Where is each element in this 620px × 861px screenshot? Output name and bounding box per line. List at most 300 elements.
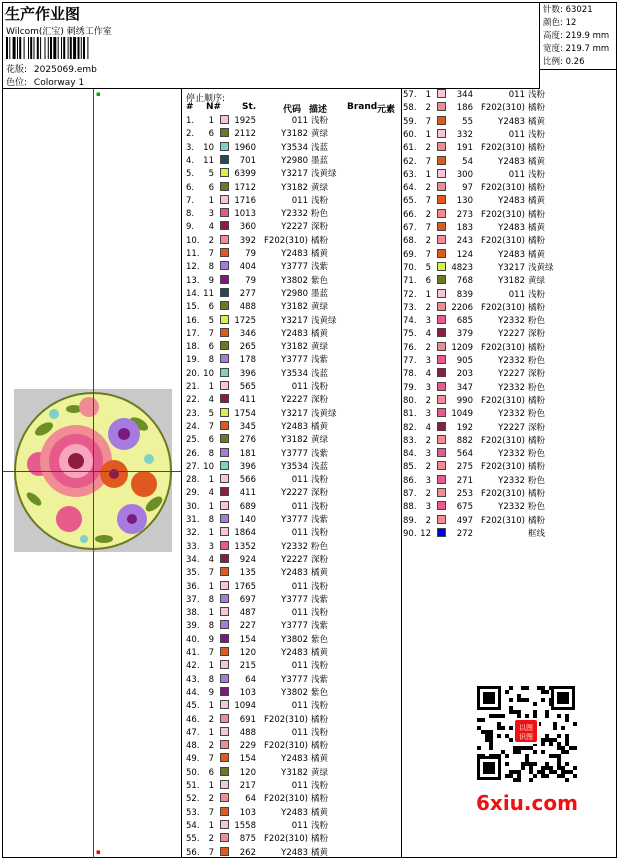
stitch-count: 1960: [234, 142, 256, 153]
color-description: 橘粉: [528, 435, 546, 446]
stitch-count: 1925: [234, 116, 256, 126]
needle-number: 12: [420, 528, 431, 539]
needle-number: 6: [425, 276, 431, 287]
thread-code: Y2227: [498, 369, 525, 380]
stitch-count: 1209: [451, 342, 473, 353]
color-swatch: [220, 487, 229, 496]
stop-row: [186, 368, 401, 381]
stop-index: 55.: [186, 834, 200, 845]
needle-number: 2: [425, 209, 431, 220]
thread-code: Y2483: [281, 328, 308, 339]
stop-row: [403, 156, 618, 169]
stop-sequence-title: 停止顺序:: [186, 94, 226, 104]
color-description: 粉色: [528, 356, 546, 366]
color-description: 浅蓝: [311, 461, 329, 472]
needle-number: 1: [208, 820, 214, 831]
stitch-count: 273: [456, 209, 473, 220]
stop-row: [186, 487, 401, 500]
color-description: 浅粉: [311, 195, 329, 206]
color-swatch: [220, 474, 229, 483]
needle-number: 2: [425, 143, 431, 154]
stop-row: [186, 753, 401, 766]
color-swatch: [220, 115, 229, 124]
stitch-count: 1352: [234, 541, 256, 552]
stop-index: 1.: [186, 116, 195, 126]
color-swatch: [220, 674, 229, 683]
needle-number: 4: [425, 422, 431, 433]
thread-code: Y3182: [281, 182, 308, 193]
color-description: 墨蓝: [311, 288, 329, 299]
thread-code: F202(310): [481, 395, 525, 406]
color-description: 黄绿: [311, 302, 329, 313]
needle-number: 3: [208, 209, 214, 220]
stop-index: 69.: [403, 249, 417, 260]
thread-code: F202(310): [481, 209, 525, 220]
color-description: 橘黄: [311, 807, 329, 818]
thread-code: F202(310): [481, 103, 525, 114]
stitch-count: 924: [239, 554, 256, 565]
thread-code: Y3777: [281, 448, 308, 459]
thread-code: 011: [508, 289, 525, 300]
needle-number: 7: [208, 568, 214, 579]
stitch-count: 120: [239, 767, 256, 778]
needle-number: 7: [208, 847, 214, 858]
stop-index: 81.: [403, 409, 417, 420]
stop-index: 56.: [186, 847, 200, 858]
stitch-count: 272: [456, 528, 473, 539]
needle-number: 1: [425, 289, 431, 300]
stop-index: 18.: [186, 342, 200, 353]
stitch-count: 1558: [234, 820, 256, 831]
stop-row: [403, 89, 618, 102]
needle-number: 7: [208, 807, 214, 818]
stop-index: 42.: [186, 661, 200, 672]
stop-index: 53.: [186, 807, 200, 818]
thread-code: Y2483: [281, 847, 308, 858]
color-swatch: [437, 262, 446, 271]
stop-row: [186, 620, 401, 633]
stop-index: 65.: [403, 196, 417, 207]
thread-code: F202(310): [264, 834, 308, 845]
needle-number: 1: [208, 528, 214, 539]
thread-code: 011: [508, 129, 525, 140]
stop-index: 20.: [186, 368, 200, 379]
color-swatch: [437, 142, 446, 151]
stitch-count: 191: [456, 143, 473, 154]
needle-number: 8: [208, 355, 214, 366]
stop-index: 79.: [403, 382, 417, 393]
needle-number: 3: [425, 475, 431, 486]
needle-number: 2: [425, 462, 431, 473]
stop-index: 63.: [403, 169, 417, 180]
color-description: 橘粉: [311, 235, 329, 246]
thread-code: Y2483: [281, 807, 308, 818]
barcode: [6, 37, 141, 59]
stop-index: 4.: [186, 155, 195, 166]
stop-row: [186, 714, 401, 727]
stop-index: 41.: [186, 648, 200, 658]
color-swatch: [437, 209, 446, 218]
color-swatch: [437, 528, 446, 537]
stop-row: [186, 354, 401, 367]
stop-row: [186, 780, 401, 793]
thread-code: 011: [291, 608, 308, 619]
thread-code: 011: [291, 528, 308, 539]
stop-row: [403, 408, 618, 421]
stop-row: [186, 807, 401, 820]
spec-item: 针数: 63021: [543, 5, 593, 15]
stitch-count: 1712: [234, 182, 256, 193]
needle-number: 1: [208, 661, 214, 672]
color-description: 浅黄绿: [311, 169, 337, 180]
color-swatch: [437, 89, 446, 98]
color-description: 粉色: [528, 449, 546, 460]
color-swatch: [220, 261, 229, 270]
stop-index: 35.: [186, 568, 200, 579]
color-description: 橘黄: [311, 421, 329, 432]
colorway-value: Colorway 1: [33, 78, 85, 88]
stop-row: [403, 461, 618, 474]
color-description: 紫色: [311, 634, 329, 645]
color-description: 浅粉: [311, 820, 329, 831]
thread-code: F202(310): [481, 236, 525, 247]
color-swatch: [220, 514, 229, 523]
color-description: 框线: [528, 528, 546, 539]
color-description: 橘黄: [528, 249, 546, 260]
color-description: 浅紫: [311, 515, 329, 525]
thread-code: Y2332: [498, 502, 525, 513]
needle-number: 6: [208, 342, 214, 353]
color-swatch: [437, 488, 446, 497]
stop-row: [186, 541, 401, 554]
subtitle: Wilcom(汇宝) 刺绣工作室: [6, 27, 112, 37]
thread-code: 011: [291, 581, 308, 592]
color-swatch: [220, 594, 229, 603]
stop-row: [186, 634, 401, 647]
color-description: 浅粉: [311, 501, 329, 512]
stop-index: 70.: [403, 262, 417, 273]
stitch-count: 882: [456, 435, 473, 446]
color-description: 浅粉: [311, 382, 329, 392]
stop-index: 62.: [403, 156, 417, 167]
stop-index: 45.: [186, 701, 200, 712]
needle-number: 2: [208, 714, 214, 725]
stitch-count: 271: [456, 475, 473, 486]
stop-index: 34.: [186, 554, 200, 565]
color-swatch: [437, 182, 446, 191]
stitch-count: 839: [456, 289, 473, 300]
stop-index: 32.: [186, 528, 200, 539]
thread-code: 011: [508, 169, 525, 180]
needle-number: 1: [208, 781, 214, 791]
divider-preview: [181, 89, 182, 858]
thread-code: Y2332: [498, 356, 525, 366]
needle-number: 8: [208, 515, 214, 525]
stitch-count: 79: [245, 249, 256, 259]
color-swatch: [220, 448, 229, 457]
colorway: [6, 75, 84, 88]
stop-row: [186, 740, 401, 753]
stop-index: 84.: [403, 449, 417, 460]
needle-number: 3: [425, 449, 431, 460]
thread-code: Y2227: [498, 422, 525, 433]
needle-number: 2: [425, 515, 431, 526]
thread-code: 011: [291, 116, 308, 126]
stitch-count: 154: [239, 754, 256, 765]
thread-code: Y2483: [281, 648, 308, 658]
stop-row: [186, 208, 401, 221]
color-description: 浅粉: [311, 781, 329, 791]
color-swatch: [220, 368, 229, 377]
thread-code: F202(310): [481, 435, 525, 446]
stop-index: 43.: [186, 674, 200, 685]
thread-code: Y2483: [498, 156, 525, 167]
needle-number: 7: [208, 328, 214, 339]
stop-row: [403, 302, 618, 315]
stop-index: 14.: [186, 288, 200, 299]
color-description: 黄绿: [528, 276, 546, 287]
color-swatch: [437, 116, 446, 125]
thread-code: Y2227: [281, 554, 308, 565]
stop-row: [186, 474, 401, 487]
stop-row: [186, 315, 401, 328]
stitch-count: 566: [239, 475, 256, 486]
stop-row: [186, 288, 401, 301]
stitch-count: 396: [239, 368, 256, 379]
thread-code: Y2227: [281, 222, 308, 233]
color-description: 浅粉: [311, 116, 329, 126]
stop-row: [186, 833, 401, 846]
stop-index: 23.: [186, 408, 200, 419]
stop-row: [186, 461, 401, 474]
thread-code: Y3182: [281, 302, 308, 313]
color-description: 橘黄: [528, 223, 546, 233]
colorway-label: 色位:: [6, 78, 28, 88]
stop-row: [186, 674, 401, 687]
needle-number: 2: [425, 236, 431, 247]
needle-number: 7: [425, 196, 431, 207]
color-swatch: [220, 128, 229, 137]
color-description: 橘粉: [528, 103, 546, 114]
thread-code: Y3777: [281, 594, 308, 605]
needle-number: 2: [208, 235, 214, 246]
stop-row: [186, 155, 401, 168]
thread-code: Y3182: [281, 129, 308, 140]
needle-number: 3: [425, 382, 431, 393]
stitch-count: 1049: [451, 409, 473, 420]
needle-number: 11: [203, 155, 214, 166]
stitch-count: 277: [239, 288, 256, 299]
color-swatch: [220, 394, 229, 403]
stitch-count: 215: [239, 661, 256, 672]
thread-code: Y3777: [281, 674, 308, 685]
stop-row: [186, 847, 401, 860]
col-element: 元素: [377, 105, 396, 115]
stop-row: [186, 301, 401, 314]
stop-row: [403, 475, 618, 488]
color-description: 浅紫: [311, 355, 329, 366]
stitch-count: 564: [456, 449, 473, 460]
thread-code: F202(310): [481, 143, 525, 154]
thread-code: 011: [291, 820, 308, 831]
stitch-count: 565: [239, 382, 256, 392]
needle-number: 2: [208, 794, 214, 805]
needle-number: 5: [425, 262, 431, 273]
stop-index: 30.: [186, 501, 200, 512]
thread-code: Y3802: [281, 634, 308, 645]
thread-code: Y2483: [281, 754, 308, 765]
needle-number: 3: [425, 316, 431, 327]
thread-code: 011: [291, 661, 308, 672]
stitch-count: 1754: [234, 408, 256, 419]
color-description: 橘粉: [311, 741, 329, 752]
thread-code: Y2332: [498, 475, 525, 486]
needle-number: 5: [208, 408, 214, 419]
stitch-count: 124: [456, 249, 473, 260]
stop-row: [403, 435, 618, 448]
stop-index: 82.: [403, 422, 417, 433]
stop-row: [403, 422, 618, 435]
stop-index: 29.: [186, 488, 200, 499]
stop-index: 10.: [186, 235, 200, 246]
needle-number: 5: [208, 169, 214, 180]
color-description: 橘粉: [528, 302, 546, 313]
stitch-count: 1716: [234, 195, 256, 206]
stop-index: 40.: [186, 634, 200, 645]
color-swatch: [220, 847, 229, 856]
color-swatch: [437, 461, 446, 470]
color-swatch: [220, 767, 229, 776]
thread-code: Y2332: [281, 209, 308, 220]
stitch-count: 768: [456, 276, 473, 287]
color-description: 深粉: [528, 369, 546, 380]
stop-row: [186, 275, 401, 288]
color-description: 橘粉: [311, 834, 329, 845]
needle-number: 1: [208, 581, 214, 592]
stop-index: 27.: [186, 461, 200, 472]
color-description: 深粉: [311, 488, 329, 499]
thread-code: F202(310): [481, 462, 525, 473]
stop-row: [186, 767, 401, 780]
needle-number: 10: [203, 368, 214, 379]
stitch-count: 332: [456, 129, 473, 140]
thread-code: Y2483: [498, 116, 525, 127]
stitch-count: 178: [239, 355, 256, 366]
color-swatch: [220, 288, 229, 297]
stitch-count: 130: [456, 196, 473, 207]
thread-code: Y2332: [498, 449, 525, 460]
color-swatch: [220, 687, 229, 696]
stop-row: [403, 355, 618, 368]
thread-code: Y3217: [498, 262, 525, 273]
stop-index: 57.: [403, 90, 417, 100]
design-value: 2025069.emb: [33, 65, 97, 75]
thread-code: Y2332: [498, 382, 525, 393]
thread-code: Y2483: [281, 421, 308, 432]
color-swatch: [437, 275, 446, 284]
thread-code: Y3534: [281, 368, 308, 379]
stop-row: [403, 382, 618, 395]
stop-index: 11.: [186, 249, 200, 259]
needle-number: 6: [208, 302, 214, 313]
thread-code: Y3534: [281, 142, 308, 153]
stop-row: [403, 289, 618, 302]
color-description: 浅粉: [311, 608, 329, 619]
stop-index: 39.: [186, 621, 200, 632]
needle-number: 6: [208, 129, 214, 140]
color-swatch: [437, 368, 446, 377]
color-description: 橘粉: [528, 143, 546, 154]
spec-item: 比例: 0.26: [543, 57, 585, 67]
color-description: 粉色: [528, 475, 546, 486]
stop-row: [186, 607, 401, 620]
stop-row: [403, 235, 618, 248]
color-description: 浅紫: [311, 621, 329, 632]
color-swatch: [437, 448, 446, 457]
stop-row: [403, 395, 618, 408]
stop-index: 22.: [186, 395, 200, 406]
thread-code: Y2483: [281, 568, 308, 579]
stop-index: 2.: [186, 129, 195, 140]
stop-index: 50.: [186, 767, 200, 778]
stop-row: [403, 209, 618, 222]
color-description: 橘黄: [528, 196, 546, 207]
needle-number: 3: [425, 356, 431, 366]
stop-row: [403, 102, 618, 115]
stitch-count: 265: [239, 342, 256, 353]
color-swatch: [220, 408, 229, 417]
color-description: 浅黄绿: [528, 262, 554, 273]
stitch-count: 1013: [234, 209, 256, 220]
needle-number: 8: [208, 262, 214, 273]
color-swatch: [437, 355, 446, 364]
color-description: 浅粉: [311, 661, 329, 672]
stitch-count: 905: [456, 356, 473, 366]
color-description: 粉色: [311, 209, 329, 220]
stitch-count: 346: [239, 328, 256, 339]
stop-index: 44.: [186, 687, 200, 698]
color-description: 深粉: [311, 222, 329, 233]
color-swatch: [220, 328, 229, 337]
color-description: 橘粉: [528, 183, 546, 194]
stop-row: [403, 528, 618, 541]
needle-number: 7: [425, 249, 431, 260]
page-title: 生产作业图: [5, 5, 81, 23]
stitch-count: 276: [239, 435, 256, 446]
color-swatch: [220, 714, 229, 723]
needle-number: 1: [208, 382, 214, 392]
stop-index: 6.: [186, 182, 195, 193]
crosshair-horizontal: [3, 471, 181, 472]
thread-code: F202(310): [481, 183, 525, 194]
stop-row: [186, 421, 401, 434]
color-description: 橘粉: [528, 236, 546, 247]
stitch-count: 691: [239, 714, 256, 725]
stop-index: 66.: [403, 209, 417, 220]
stop-row: [403, 515, 618, 528]
thread-code: Y2332: [281, 541, 308, 552]
thread-code: Y3802: [281, 687, 308, 698]
color-description: 橘粉: [528, 489, 546, 499]
color-swatch: [437, 235, 446, 244]
color-description: 橘黄: [311, 568, 329, 579]
thread-code: F202(310): [264, 235, 308, 246]
stop-index: 87.: [403, 489, 417, 499]
stop-index: 89.: [403, 515, 417, 526]
color-description: 浅粉: [528, 169, 546, 180]
stop-index: 80.: [403, 395, 417, 406]
color-description: 粉色: [528, 409, 546, 420]
